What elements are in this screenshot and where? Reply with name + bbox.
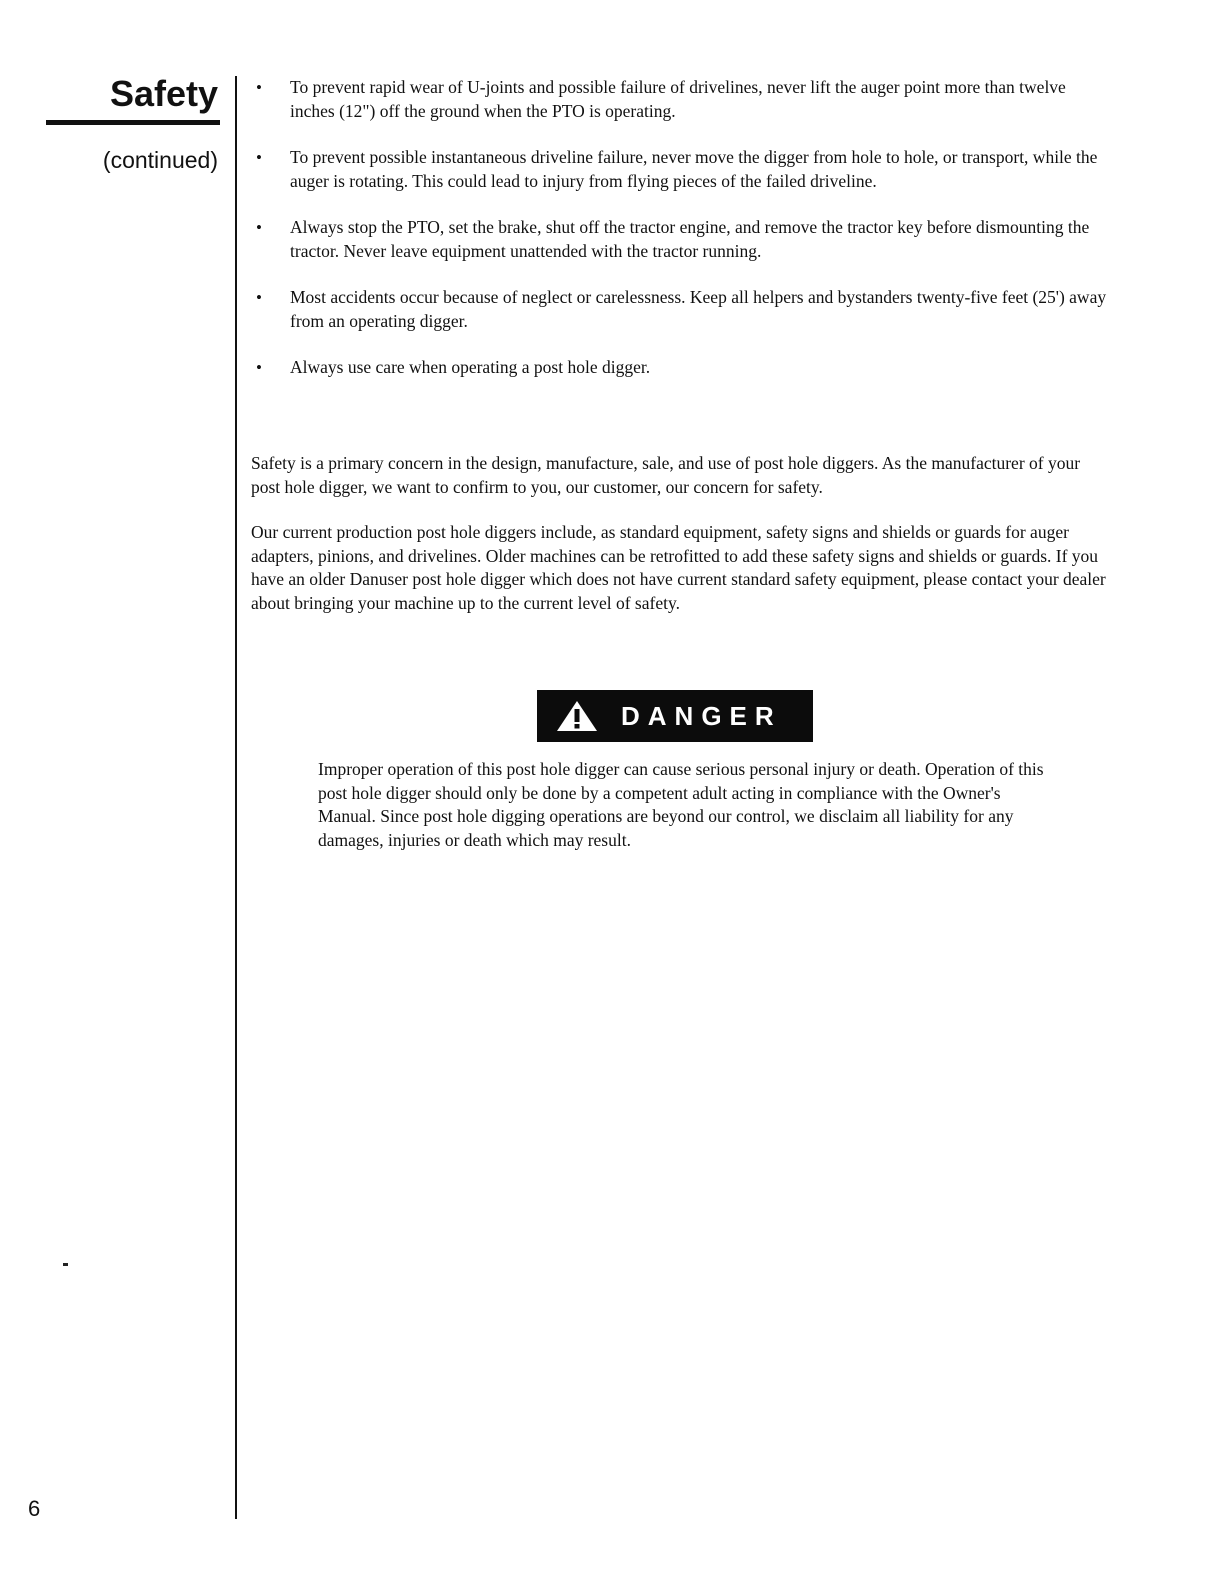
bullet-item	[252, 356, 1112, 380]
bullet-item	[252, 146, 1112, 193]
warning-triangle-icon	[555, 699, 599, 733]
bullet-text: Always use care when operating a post hole digger.	[290, 357, 651, 377]
danger-word: DANGER	[621, 700, 782, 731]
bullet-item	[252, 76, 1112, 123]
bullet-icon: •	[256, 148, 262, 167]
safety-equipment-paragraph: Our current production post hole diggers include, as standard equipment, safety signs and shields or guards for auger adapters, pinions, and drivelines. Older machines can be retrofitted to add these safety signs and shields or guards. If you have an older Danuser post hole digger which does not have current standard safety equipment, please contact your dealer about bringing your machine up to the current level of safety.	[251, 522, 1106, 613]
bullet-item	[252, 286, 1112, 333]
title-underline	[46, 120, 220, 125]
bullet-text: Always stop the PTO, set the brake, shut off the tractor engine, and remove the tractor key before dismounting the tractor. Never leave equipment unattended with the tractor running.	[290, 217, 1090, 261]
section-subtitle: (continued)	[102, 147, 218, 173]
scan-mark	[63, 1263, 68, 1266]
page-number: 6	[28, 1496, 41, 1521]
body-text	[251, 452, 1111, 637]
safety-bullet-list	[252, 76, 1112, 403]
bullet-icon: •	[256, 78, 262, 97]
bullet-text: To prevent rapid wear of U-joints and possible failure of drivelines, never lift the auger point more than twelve inches (12") off the ground when the PTO is operating.	[290, 77, 1066, 121]
bullet-icon: •	[256, 218, 262, 237]
vertical-divider	[235, 76, 237, 1519]
safety-concern-paragraph: Safety is a primary concern in the design, manufacture, sale, and use of post hole diggers. As the manufacturer of your post hole digger, we want to confirm to you, our customer, our concern for safety.	[251, 453, 1081, 497]
bullet-text: Most accidents occur because of neglect or carelessness. Keep all helpers and bystanders twenty-five feet (25') away from an operating digger.	[290, 287, 1107, 331]
danger-label	[537, 690, 813, 742]
bullet-item	[252, 216, 1112, 263]
bullet-icon: •	[256, 358, 262, 377]
section-title: Safety	[109, 73, 218, 114]
bullet-text: To prevent possible instantaneous driveline failure, never move the digger from hole to hole, or transport, while the auger is rotating. This could lead to injury from flying pieces of the failed driveline.	[290, 147, 1098, 191]
danger-warning-text: Improper operation of this post hole digger can cause serious personal injury or death. Operation of this post hole digger should only be done by a competent adult acting in compliance with the Owner's Manual. Since post hole digging operations are beyond our control, we disclaim all liability for any damages, injuries or death which may result.	[318, 759, 1044, 850]
bullet-icon: •	[256, 288, 262, 307]
